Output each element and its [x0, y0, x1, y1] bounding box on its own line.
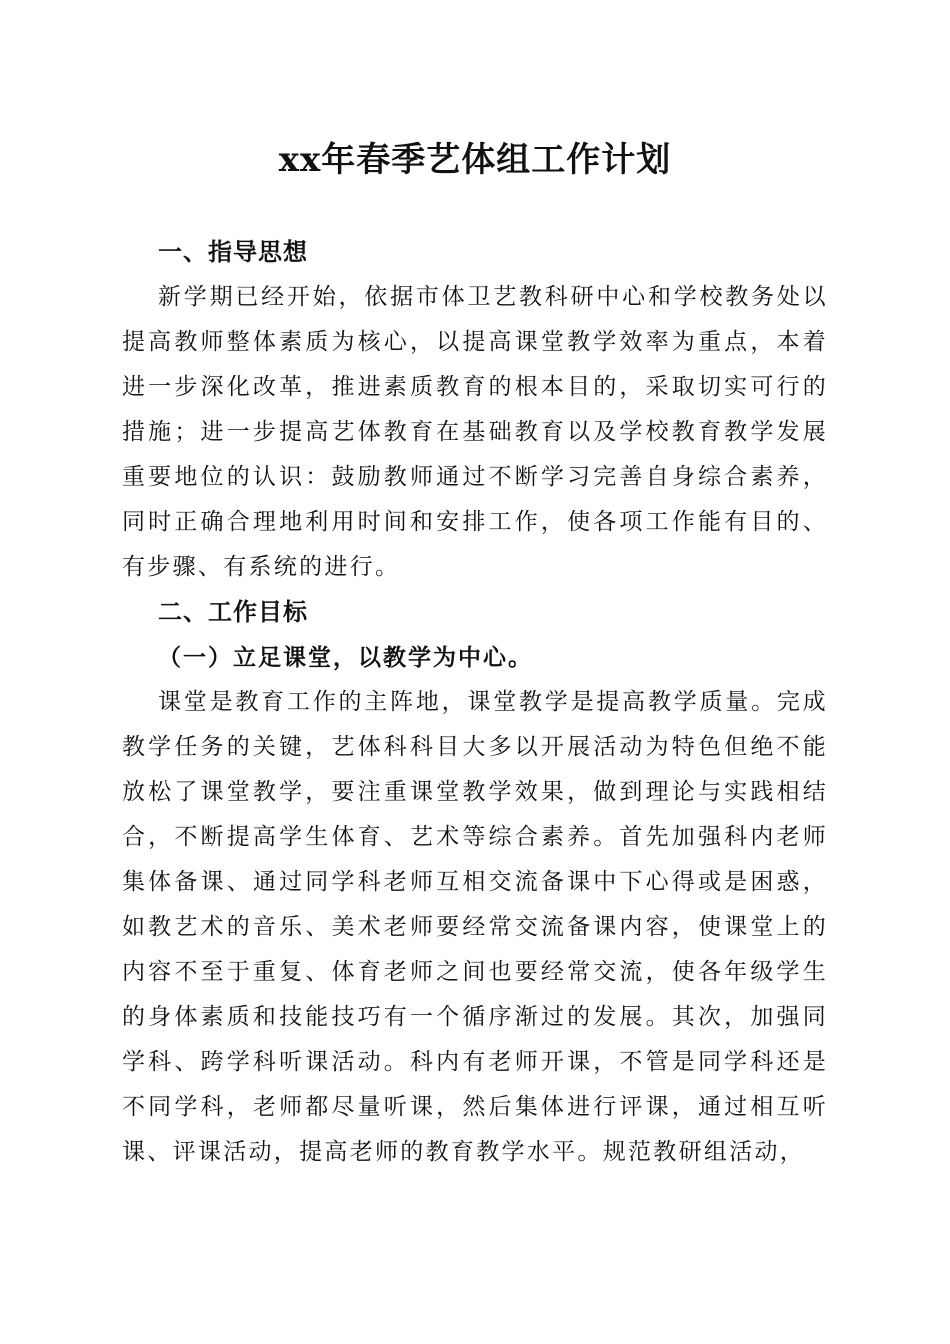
subsection-heading-classroom: （一）立足课堂，以教学为中心。	[158, 644, 533, 671]
section-heading-guiding-ideology: 一、指导思想	[158, 238, 308, 266]
section-paragraph-classroom: 课堂是教育工作的主阵地，课堂教学是提高教学质量。完成教学任务的关键，艺体科科目大多以开展活动为特色但绝不能放松了课堂教学，要注重课堂教学效果，做到理论与实践相结合，不断提高学生体育、艺术等综合素养。首先加强科内老师集体备课、通过同学科老师互相交流备课中下心得或是困惑，如教艺术的音乐、美术老师要经常交流备课内容，使课堂上的内容不至于重复、体育老师之间也要经常交流，使各年级学生的身体素质和技能技巧有一个循序渐过的发展。其次，加强同学科、跨学科听课活动。科内有老师开课，不管是同学科还是不同学科，老师都尽量听课，然后集体进行评课，通过相互听课、评课活动，提高老师的教育教学水平。规范教研组活动，	[122, 689, 828, 1165]
section-heading-work-goals: 二、工作目标	[158, 598, 308, 626]
section-paragraph-guiding-ideology: 新学期已经开始，依据市体卫艺教科研中心和学校教务处以提高教师整体素质为核心，以提高课堂教学效率为重点，本着进一步深化改革，推进素质教育的根本目的，采取切实可行的措施；进一步提高艺体教育在基础教育以及学校教育教学发展重要地位的认识：鼓励教师通过不断学习完善自身综合素养，同时正确合理地利用时间和安排工作，使各项工作能有目的、有步骤、有系统的进行。	[122, 284, 828, 580]
document-title: xx年春季艺体组工作计划	[278, 140, 672, 180]
document-body	[122, 230, 828, 1175]
